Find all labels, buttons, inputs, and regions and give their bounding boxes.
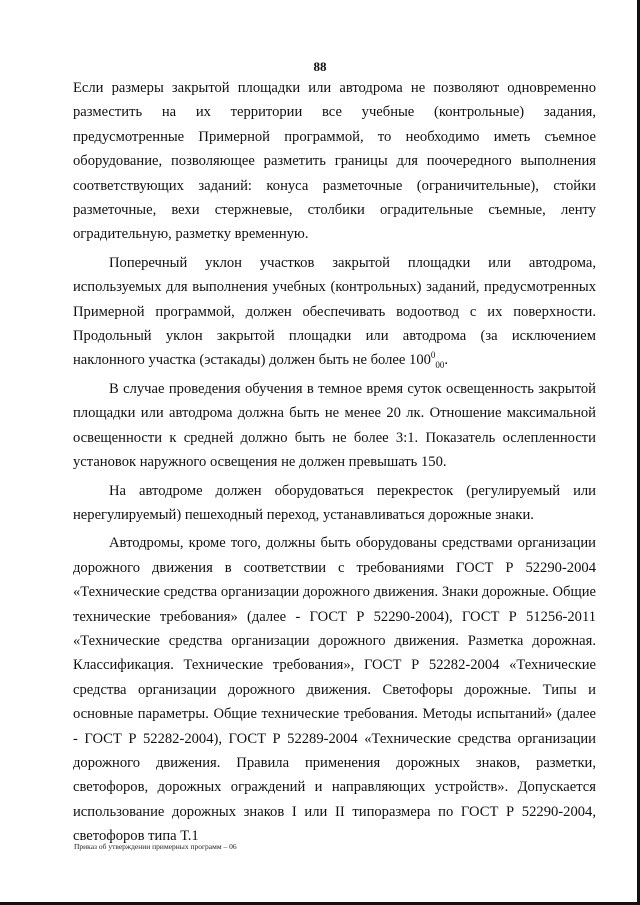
slope-period: . — [444, 352, 449, 369]
page-number: 88 — [313, 59, 327, 74]
slope-subscript: 00 — [435, 360, 445, 371]
paragraph-5: Автодромы, кроме того, должны быть оборудованы средствами организации дорожного движения в соответствии с требованиями ГОСТ Р 52290-2004 «Технические средства организации дорожного движения. Знаки дорожные. Общие технические требования» (далее - ГОСТ Р 52290-2004), ГОСТ Р 51256-2011 «Технические средства организации дорожного движения. Разметка дорожная. Классификация. Технические требования», ГОСТ Р 52282-2004 «Технические средства организации дорожного движения. Светофоры дорожные. Типы и основные параметры. Общие технические требования. Методы испытаний» (далее - ГОСТ Р 52282-2004), ГОСТ Р 52289-2004 «Технические средства организации дорожного движения. Правила применения дорожных знаков, разметки, светофоров, дорожных ограждений и направляющих устройств». Допускается использование дорожных знаков I или II типоразмера по ГОСТ Р 52290-2004, светофоров типа Т.1 — [73, 535, 596, 845]
body-text — [73, 76, 596, 853]
paragraph-4: На автодроме должен оборудоваться перекресток (регулируемый или нерегулируемый) пешеходный переход, устанавливаться дорожные знаки. — [73, 482, 596, 523]
paragraph-2-text: Поперечный уклон участков закрытой площадки или автодрома, используемых для выполнения учебных (контрольных) заданий, предусмотренных Примерной программой, должен обеспечивать водоотвод с их поверхности. Продольный уклон закрытой площадки или автодрома (за исключением наклонного участка (эстакады) должен быть не более 100 — [73, 254, 596, 369]
paragraph-3: В случае проведения обучения в темное время суток освещенность закрытой площадки или автодрома должна быть не менее 20 лк. Отношение максимальной освещенности к средней должно быть не более 3:1. Показатель ослепленности установок наружного освещения не должен превышать 150. — [73, 380, 596, 471]
paragraph-1: Если размеры закрытой площадки или автодрома не позволяют одновременно разместить на их территории все учебные (контрольные) задания, предусмотренные Примерной программой, то необходимо иметь съемное оборудование, позволяющее разметить границы для поочередного выполнения соответствующих заданий: конуса разметочные (ограничительные), стойки разметочные, вехи стержневые, столбики оградительные съемные, ленту оградительную, разметку временную. — [73, 80, 596, 243]
slope-superscript: 0 — [430, 350, 436, 361]
paragraph-2 — [73, 251, 596, 373]
footer-note: Приказ об утверждении примерных программ – 06 — [74, 842, 237, 851]
